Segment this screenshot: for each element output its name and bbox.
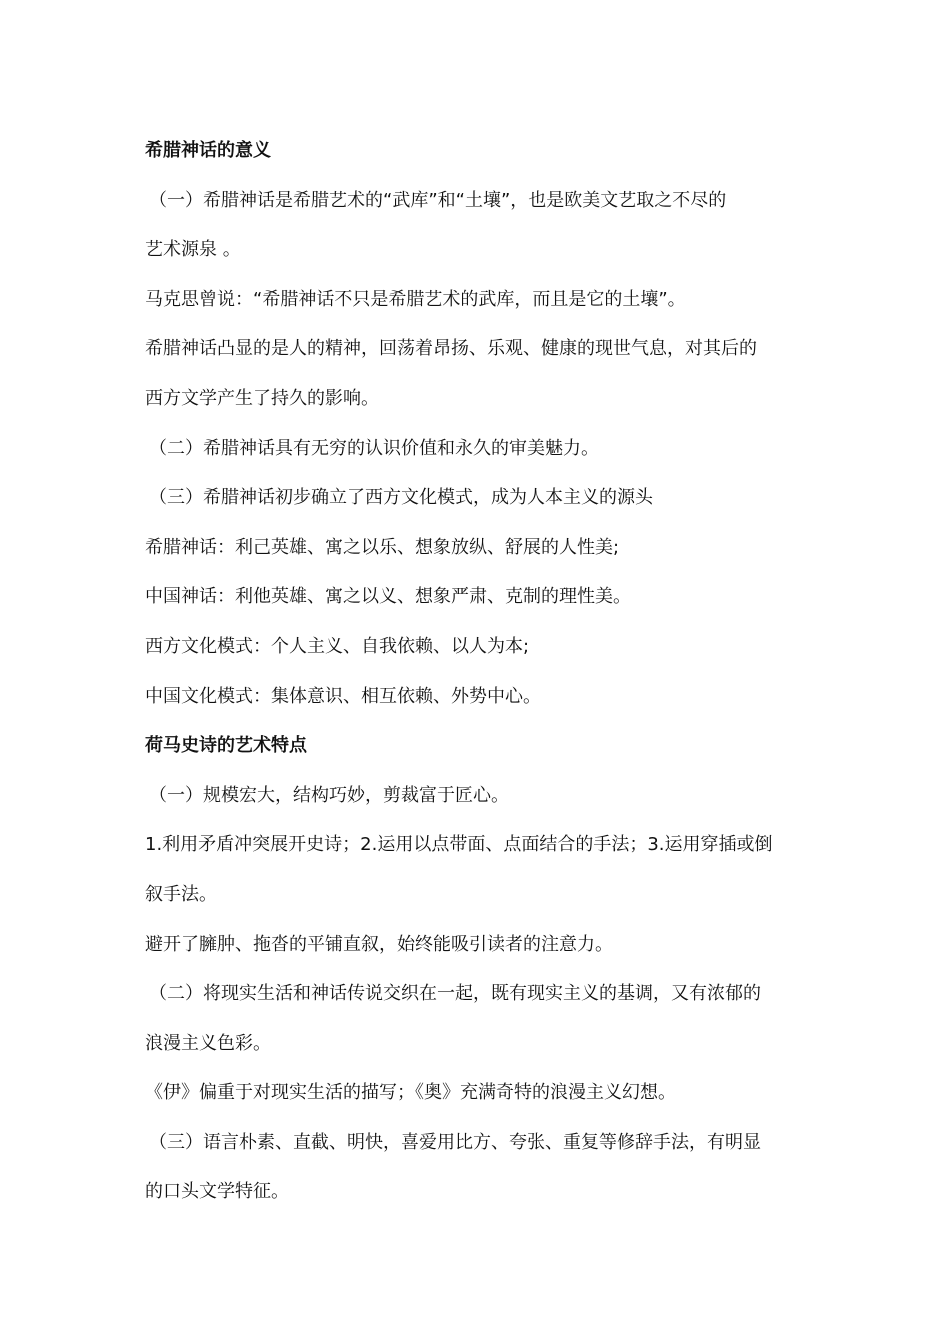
paragraph-line: 马克思曾说：“希腊神话不只是希腊艺术的武库，而且是它的土壤”。 bbox=[145, 288, 686, 310]
paragraph-line: 希腊神话凸显的是人的精神，回荡着昂扬、乐观、健康的现世气息，对其后的 bbox=[145, 338, 757, 360]
paragraph-line: （一）规模宏大，结构巧妙，剪裁富于匠心。 bbox=[149, 784, 509, 806]
paragraph-line: 希腊神话：利己英雄、寓之以乐、想象放纵、舒展的人性美; bbox=[145, 536, 620, 558]
paragraph-line: 中国神话：利他英雄、寓之以义、想象严肃、克制的理性美。 bbox=[145, 586, 631, 608]
paragraph-line: 浪漫主义色彩。 bbox=[145, 1032, 271, 1054]
section-heading-greek-myth-significance: 希腊神话的意义 bbox=[145, 140, 271, 161]
paragraph-line: （三）希腊神话初步确立了西方文化模式，成为人本主义的源头 bbox=[149, 487, 653, 509]
paragraph-line: 1.利用矛盾冲突展开史诗；2.运用以点带面、点面结合的手法；3.运用穿插或倒 bbox=[145, 834, 773, 856]
section-heading-homeric-epic-features: 荷马史诗的艺术特点 bbox=[145, 735, 307, 757]
paragraph-line: （一）希腊神话是希腊艺术的“武库”和“土壤”，也是欧美文艺取之不尽的 bbox=[149, 189, 727, 211]
document-body bbox=[145, 126, 815, 1217]
paragraph-line: 西方文化模式：个人主义、自我依赖、以人为本; bbox=[145, 635, 530, 657]
paragraph-line: 叙手法。 bbox=[145, 883, 217, 905]
paragraph-line: 艺术源泉 。 bbox=[145, 239, 241, 261]
paragraph-line: （二）希腊神话具有无穷的认识价值和永久的审美魅力。 bbox=[149, 437, 599, 459]
paragraph-line: （三）语言朴素、直截、明快，喜爱用比方、夸张、重复等修辞手法，有明显 bbox=[149, 1131, 761, 1153]
paragraph-line: （二）将现实生活和神话传说交织在一起，既有现实主义的基调，又有浓郁的 bbox=[149, 983, 761, 1005]
paragraph-line: 的口头文学特征。 bbox=[145, 1181, 289, 1203]
paragraph-line: 《伊》偏重于对现实生活的描写；《奥》充满奇特的浪漫主义幻想。 bbox=[145, 1082, 676, 1104]
paragraph-line: 中国文化模式：集体意识、相互依赖、外势中心。 bbox=[145, 685, 541, 707]
paragraph-line: 西方文学产生了持久的影响。 bbox=[145, 387, 379, 409]
paragraph-line: 避开了臃肿、拖沓的平铺直叙，始终能吸引读者的注意力。 bbox=[145, 933, 613, 955]
